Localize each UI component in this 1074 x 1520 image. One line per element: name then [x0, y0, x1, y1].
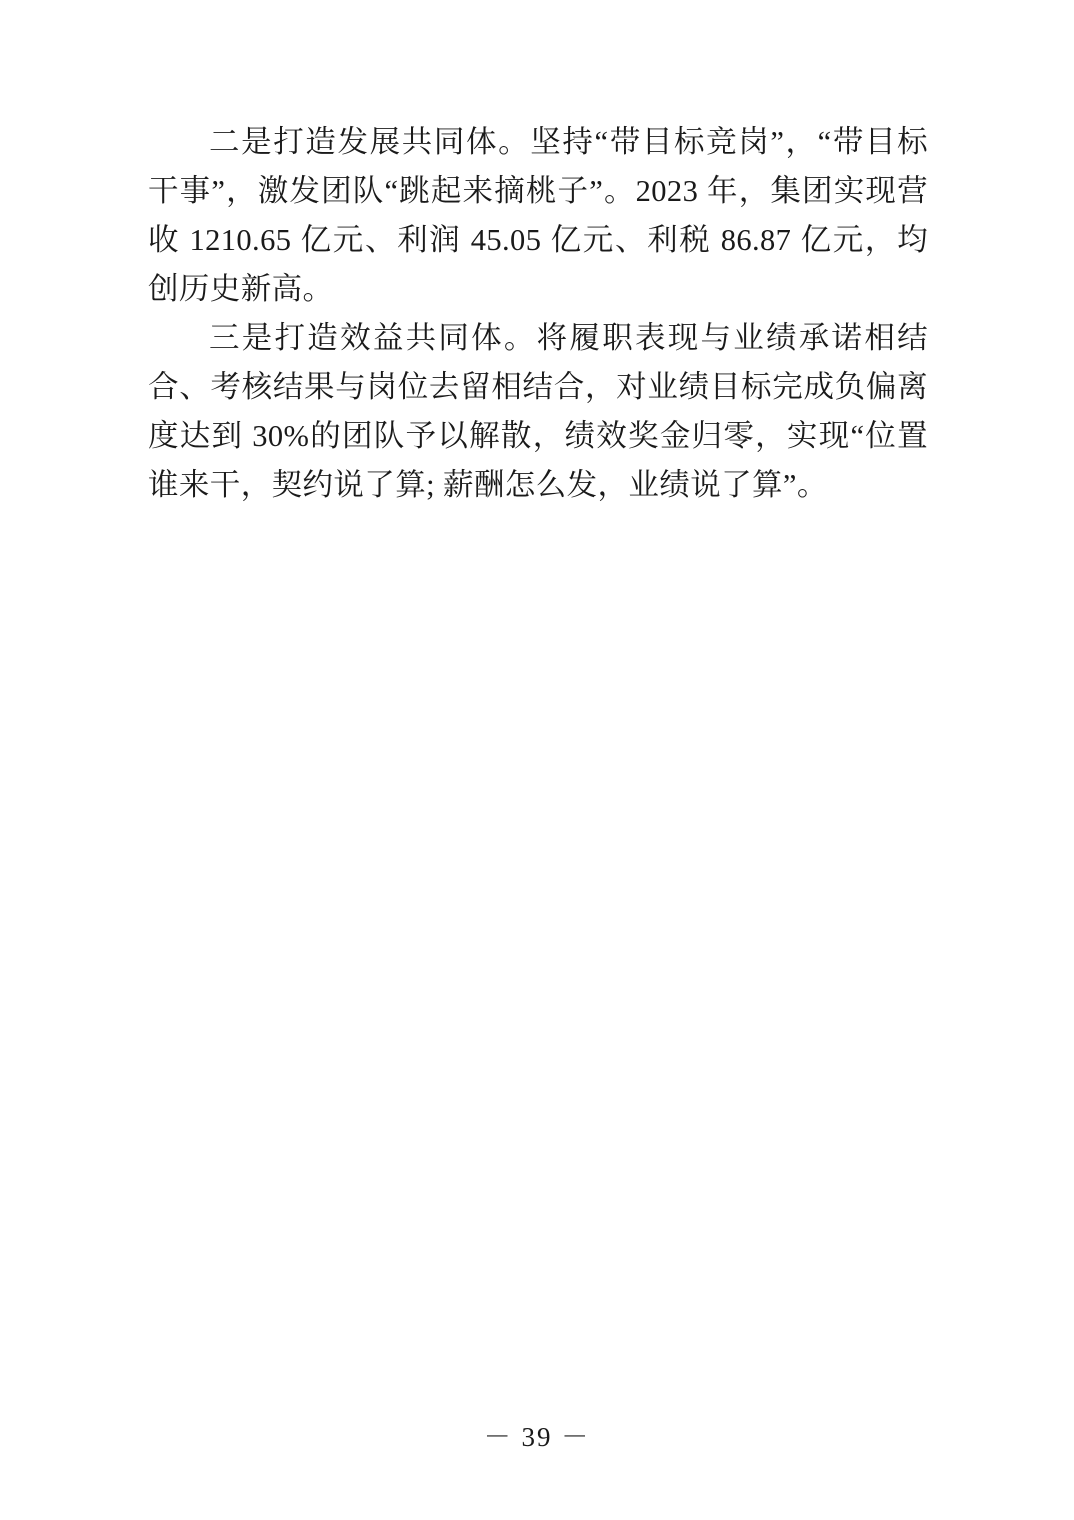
paragraph-2: 三是打造效益共同体。将履职表现与业绩承诺相结合、考核结果与岗位去留相结合，对业绩目标完成负偏离度达到 30%的团队予以解散，绩效奖金归零，实现“位置谁来干，契约说了算; 薪酬怎么发，业绩说了算”。	[148, 321, 928, 502]
paragraph-1: 二是打造发展共同体。坚持“带目标竞岗”，“带目标干事”，激发团队“跳起来摘桃子”。2023 年，集团实现营收 1210.65 亿元、利润 45.05 亿元、利税 86.87 亿元，均创历史新高。	[148, 125, 928, 306]
page-body	[148, 118, 928, 510]
page-number: － 39 －	[483, 1422, 591, 1452]
